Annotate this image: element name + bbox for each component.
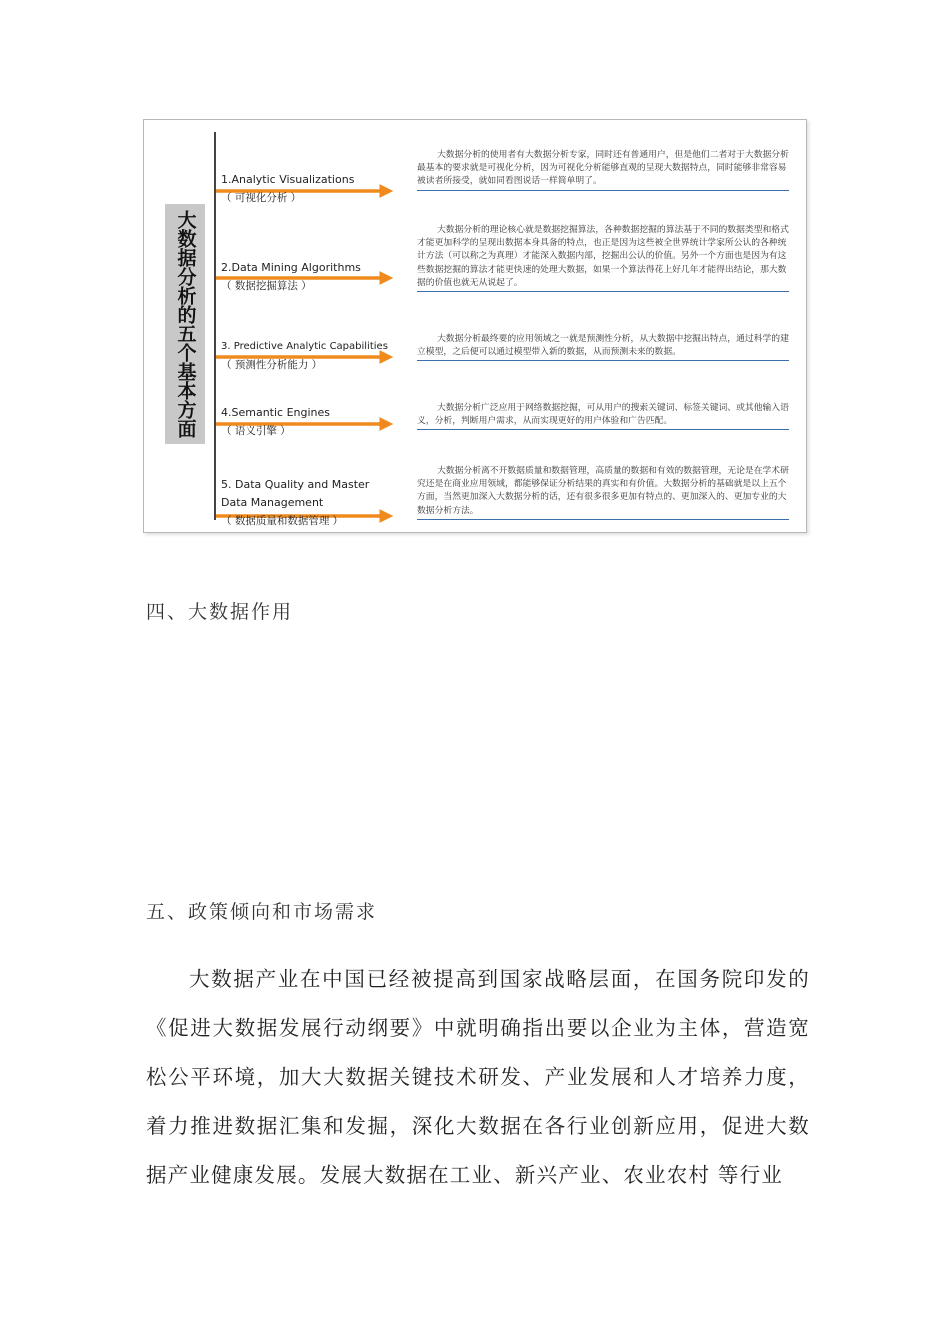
item-3-title: 3. Predictive Analytic Capabilities （ 预测性分析能力 ） [221,341,388,371]
section-5-paragraph: 大数据产业在中国已经被提高到国家战略层面，在国务院印发的《促进大数据发展行动纲要》中就明确指出要以企业为主体，营造宽松公平环境，加大大数据关键技术研发、产业发展和人才培养力度，着力推进数据汇集和发掘，深化大数据在各行业创新应用，促进大数据产业健康发展。发展大数据在工业、新兴产业、农业农村 等行业 [146,967,810,1187]
item-4-title: 4.Semantic Engines （ 语义引擎 ） [221,406,331,437]
item-2-title: 2.Data Mining Algorithms （ 数据挖掘算法 ） [221,261,361,292]
item-2-description: 大数据分析的理论核心就是数据挖掘算法，各种数据挖掘的算法基于不同的数据类型和格式才能更加科学的呈现出数据本身具备的特点，也正是因为这些被全世界统计学家所公认的各种统计方法（可以称之为真理）才能深入数据内部，挖掘出公认的价值。另外一个方面也是因为有这些数据挖掘的算法才能更快速的处理大数据，如果一个算法得花上好几年才能得出结论，那大数据的价值也就无从说起了。 [417,224,789,292]
item-3-description: 大数据分析最终要的应用领域之一就是预测性分析，从大数据中挖掘出特点，通过科学的建立模型，之后便可以通过模型带入新的数据，从而预测未来的数据。 [417,333,789,361]
section-5-heading: 五、政策倾向和市场需求 [146,901,378,923]
item-1-description: 大数据分析的使用者有大数据分析专家，同时还有普通用户，但是他们二者对于大数据分析最基本的要求就是可视化分析，因为可视化分析能够直观的呈现大数据特点，同时能够非常容易被读者所接受，就如同看图说话一样简单明了。 [417,149,789,191]
big-data-five-aspects-figure [143,119,807,533]
item-5-title: 5. Data Quality and Master Data Management （ 数据质量和数据管理 ） [221,478,370,527]
item-5-description: 大数据分析离不开数据质量和数据管理，高质量的数据和有效的数据管理，无论是在学术研究还是在商业应用领域，都能够保证分析结果的真实和有价值。大数据分析的基础就是以上五个方面，当然更加深入大数据分析的话，还有很多很多更加有特点的、更加深入的、更加专业的大数据分析方法。 [417,465,789,520]
item-1-title: 1.Analytic Visualizations （ 可视化分析 ） [221,173,355,204]
item-4-description: 大数据分析广泛应用于网络数据挖掘，可从用户的搜索关键词、标签关键词、或其他输入语义，分析，判断用户需求，从而实现更好的用户体验和广告匹配。 [417,402,789,430]
figure-side-label: 大数据分析的五个基本方面 [165,204,205,444]
section-4-heading: 四、大数据作用 [146,601,294,623]
